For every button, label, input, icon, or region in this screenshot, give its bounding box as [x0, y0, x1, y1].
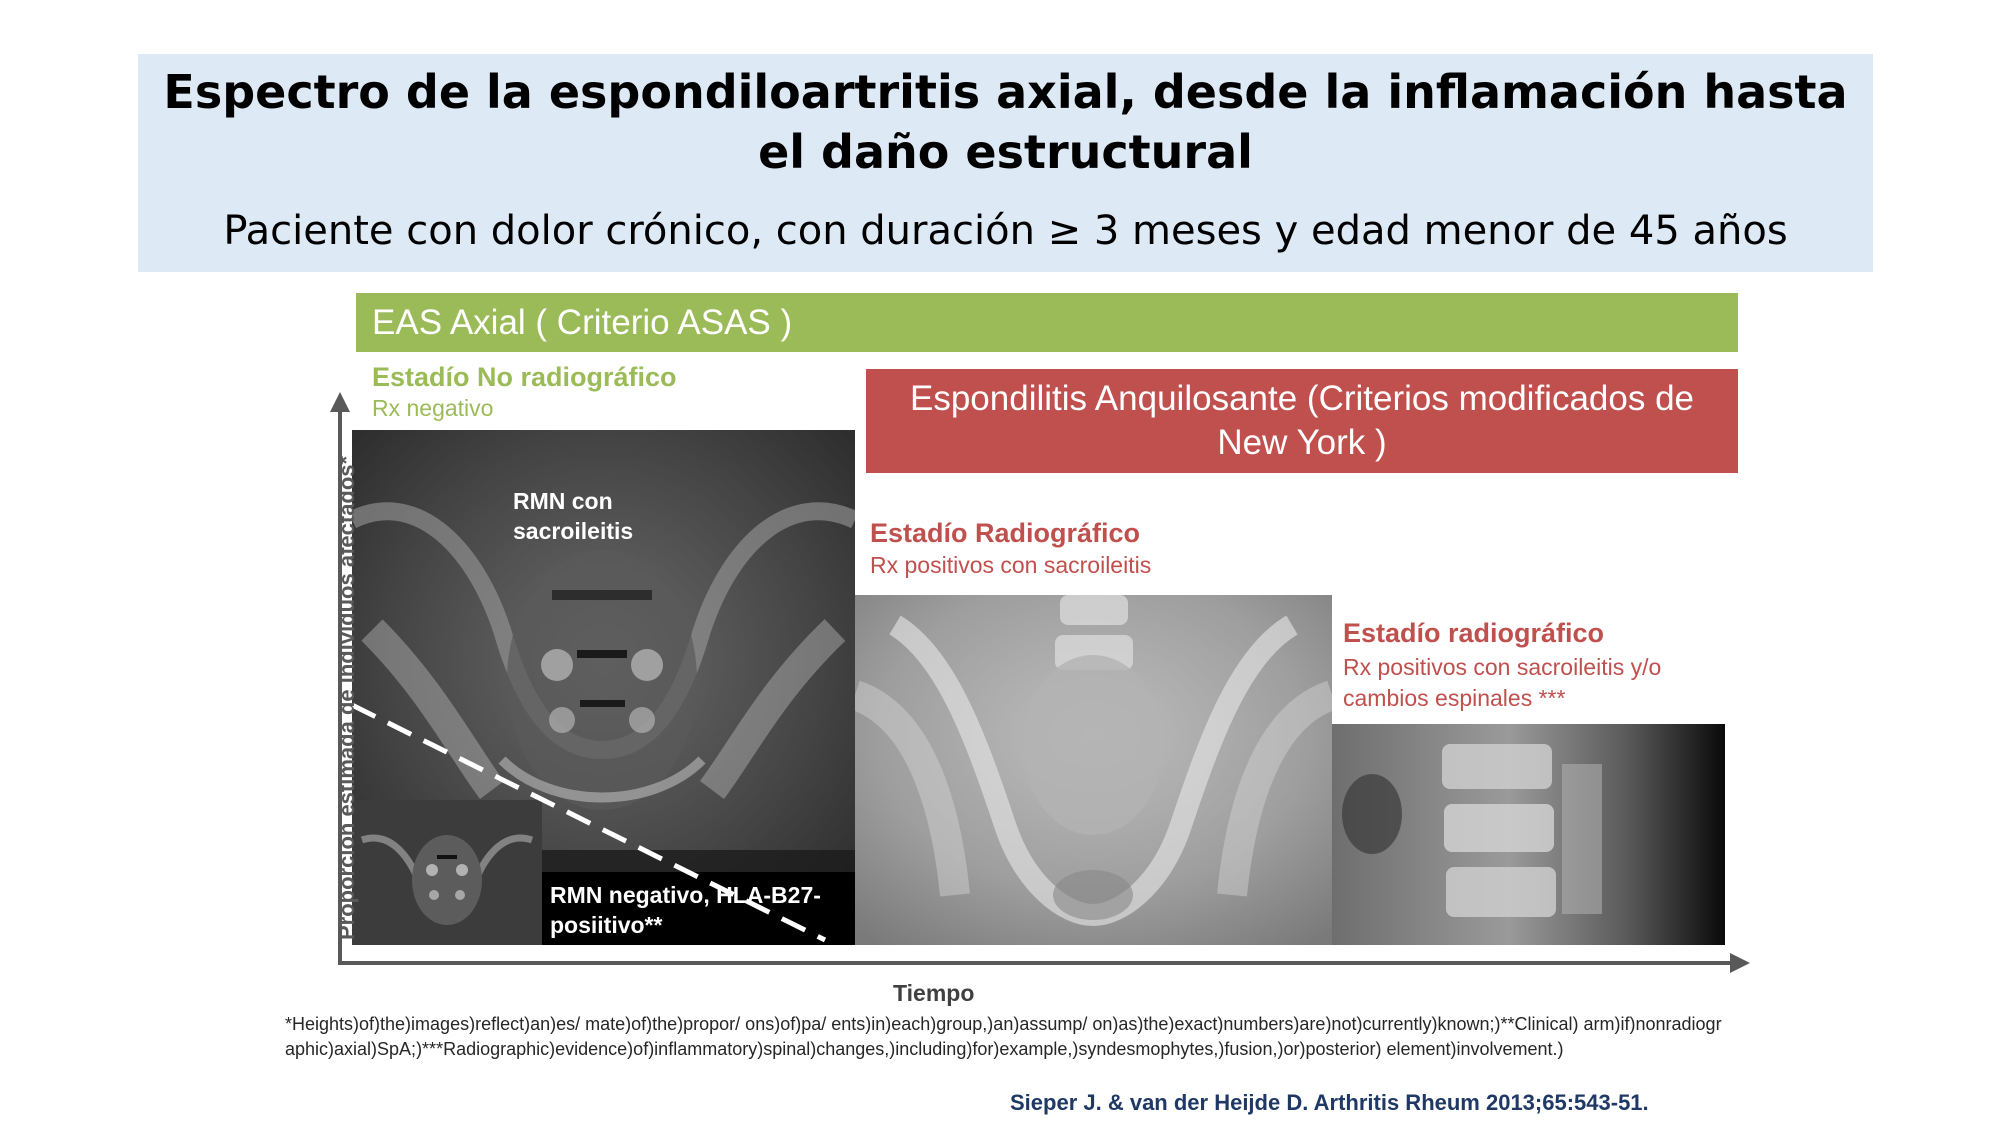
- y-axis-arrow-icon: [330, 392, 350, 412]
- x-axis-label: Tiempo: [893, 980, 975, 1006]
- stage-spinal-title: Estadío radiográfico: [1343, 618, 1605, 648]
- ankylosing-spondylitis-label: Espondilitis Anquilosante (Criterios modificados de New York ): [909, 379, 1694, 462]
- slide-subtitle: Paciente con dolor crónico, con duración ≥ 3 meses y edad menor de 45 años: [223, 208, 1788, 254]
- stage-radiographic-title: Estadío Radiográfico: [870, 518, 1141, 548]
- mri-negative-label: RMN negativo, HLA-B27-posiitivo**: [550, 882, 821, 938]
- stage-radiographic-subtitle: Rx positivos con sacroileitis: [870, 552, 1152, 578]
- citation: Sieper J. & van der Heijde D. Arthritis Rheum 2013;65:543-51.: [1010, 1090, 1649, 1115]
- x-axis-arrow-icon: [1730, 953, 1750, 973]
- stage-spinal-subtitle: Rx positivos con sacroileitis y/o cambios espinales ***: [1343, 654, 1662, 711]
- stage-nonradiographic-subtitle: Rx negativo: [372, 395, 494, 421]
- footnote: *Heights)of)the)images)reflect)an)es/ mate)of)the)propor/ ons)of)pa/ ents)in)each)group,)an)assump/ on)as)the)exact)numbers)are)not)currently)known;)**Clinical) arm)if)nonradiographic)axial)SpA;)***Radiographic)evidence)of)inflammatory)spinal)changes,)including)for)example,)syndesmophytes,)fusion,)or)posterior) element)involvement.): [285, 1014, 1722, 1059]
- slide-title: Espectro de la espondiloartritis axial, desde la inflamación hasta el daño estructural: [163, 65, 1848, 179]
- stage-nonradiographic-title: Estadío No radiográfico: [372, 362, 677, 392]
- y-axis-label: Proporción estimada de individuos afectados*: [334, 455, 359, 940]
- mri-positive-label: RMN con sacroileitis: [513, 488, 634, 544]
- eas-axial-label: EAS Axial ( Criterio ASAS ): [372, 303, 793, 342]
